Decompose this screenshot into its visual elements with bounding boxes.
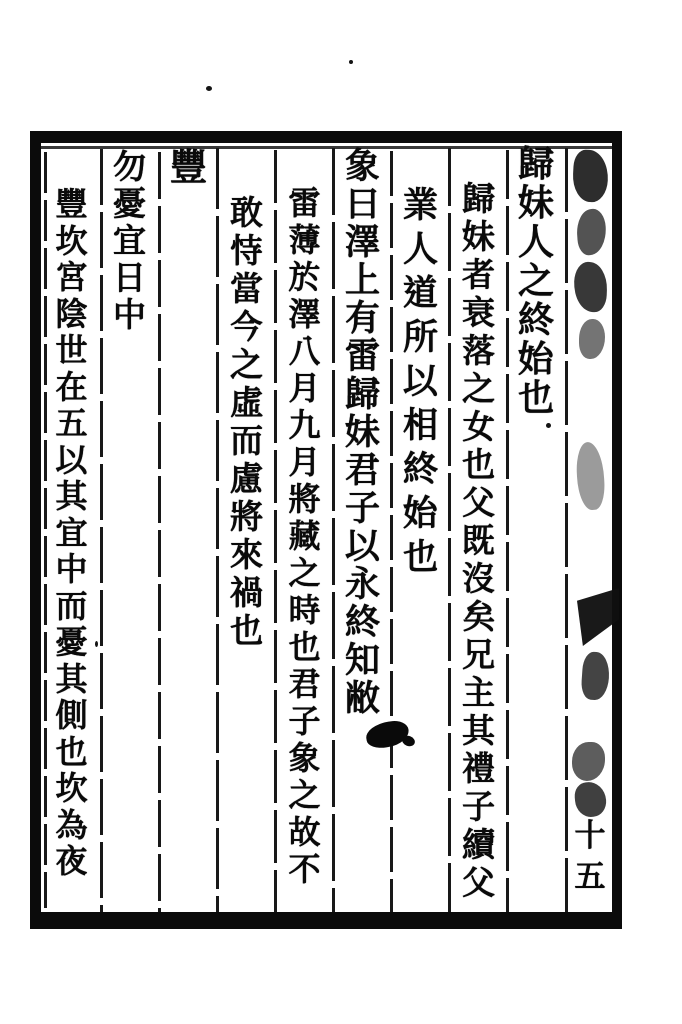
glyph: 君	[288, 664, 321, 703]
glyph: 陰	[55, 294, 88, 333]
glyph: 禍	[230, 572, 263, 612]
glyph: 八	[288, 331, 321, 370]
glyph: 始	[402, 492, 438, 534]
text-column-commentary-3	[277, 184, 332, 887]
page-border-bottom	[30, 912, 622, 929]
glyph: 妹	[344, 411, 380, 453]
glyph: 既	[462, 520, 495, 560]
ink-smudge-volume	[572, 742, 605, 781]
page-border-right	[612, 131, 622, 929]
glyph: 坎	[55, 221, 88, 260]
glyph: 澤	[344, 221, 380, 263]
glyph: 九	[288, 405, 321, 444]
glyph: 妹	[517, 181, 554, 224]
scan-speck	[546, 423, 551, 428]
glyph: 續	[462, 824, 495, 864]
glyph: 宜	[55, 513, 88, 552]
margin-page-number	[569, 816, 611, 898]
glyph: 其	[462, 710, 495, 750]
glyph: 宜	[113, 221, 146, 260]
glyph: 象	[344, 145, 380, 187]
glyph: 宮	[55, 258, 88, 297]
glyph: 其	[55, 477, 88, 516]
glyph: 藏	[288, 516, 321, 555]
glyph: 五	[574, 859, 606, 895]
glyph: 人	[517, 220, 554, 263]
ink-smear-blob-tail	[401, 734, 417, 748]
glyph: 不	[288, 849, 321, 888]
glyph: 曰	[344, 183, 380, 225]
ink-smudge-title	[573, 261, 608, 312]
ink-smudge-volume	[574, 781, 608, 819]
glyph: 為	[55, 805, 88, 844]
glyph: 今	[230, 306, 263, 346]
glyph: 而	[55, 586, 88, 625]
glyph: 子	[344, 487, 380, 529]
glyph: 恃	[230, 230, 263, 270]
glyph: 沒	[462, 558, 495, 598]
glyph: 在	[55, 367, 88, 406]
scan-speck	[95, 641, 98, 647]
glyph: 勿	[113, 147, 146, 186]
glyph: 主	[462, 672, 495, 712]
glyph: 業	[402, 184, 438, 226]
text-column-xiang	[335, 147, 390, 717]
glyph: 於	[288, 257, 321, 296]
glyph: 月	[288, 442, 321, 481]
glyph: 其	[55, 659, 88, 698]
glyph: 薄	[288, 220, 321, 259]
scan-speck	[206, 86, 212, 91]
glyph: 以	[402, 360, 438, 402]
glyph: 妹	[462, 216, 495, 256]
glyph: 象	[288, 738, 321, 777]
glyph: 澤	[288, 294, 321, 333]
ink-smudge-title	[572, 149, 610, 203]
ink-smudge-title	[575, 208, 607, 256]
glyph: 中	[55, 550, 88, 589]
glyph: 所	[402, 316, 438, 358]
glyph: 敢	[230, 192, 263, 232]
glyph: 也	[517, 376, 554, 419]
glyph: 故	[288, 812, 321, 851]
glyph: 也	[230, 610, 263, 650]
glyph: 雷	[344, 335, 380, 377]
glyph: 將	[230, 496, 263, 536]
glyph: 日	[113, 258, 146, 297]
glyph: 以	[344, 525, 380, 567]
glyph: 終	[402, 448, 438, 490]
glyph: 者	[462, 254, 495, 294]
glyph: 時	[288, 590, 321, 629]
page-border-top	[30, 131, 622, 143]
ink-smudge-title	[579, 319, 605, 359]
glyph: 將	[288, 479, 321, 518]
glyph: 敝	[344, 677, 380, 719]
glyph: 子	[462, 786, 495, 826]
glyph: 中	[113, 295, 146, 334]
glyph: 永	[344, 563, 380, 605]
glyph: 也	[402, 536, 438, 578]
glyph: 女	[462, 406, 495, 446]
glyph: 之	[230, 344, 263, 384]
glyph: 之	[288, 775, 321, 814]
glyph: 禮	[462, 748, 495, 788]
glyph: 以	[55, 440, 88, 479]
text-column-commentary-5	[45, 186, 98, 880]
glyph: 雷	[288, 183, 321, 222]
glyph: 慮	[230, 458, 263, 498]
glyph: 君	[344, 449, 380, 491]
glyph: 側	[55, 696, 88, 735]
glyph: 來	[230, 534, 263, 574]
glyph: 月	[288, 368, 321, 407]
glyph: 也	[55, 732, 88, 771]
glyph: 而	[230, 420, 263, 460]
glyph: 之	[288, 553, 321, 592]
glyph: 終	[344, 601, 380, 643]
glyph: 上	[344, 259, 380, 301]
glyph: 也	[288, 627, 321, 666]
glyph: 子	[288, 701, 321, 740]
scan-speck	[349, 60, 353, 64]
text-column-guaci	[103, 148, 156, 333]
glyph: 十	[574, 818, 606, 854]
text-column-commentary-1	[451, 179, 506, 901]
glyph: 知	[344, 639, 380, 681]
column-rule	[158, 152, 161, 912]
glyph: 之	[517, 259, 554, 302]
ink-smudge-faint	[575, 441, 606, 510]
glyph: 人	[402, 228, 438, 270]
page-border-left	[30, 131, 41, 929]
glyph: 落	[462, 330, 495, 370]
glyph: 終	[517, 298, 554, 341]
text-column-commentary-2	[393, 183, 448, 579]
glyph: 憂	[55, 623, 88, 662]
glyph: 父	[462, 482, 495, 522]
ink-smudge-glyph	[580, 651, 610, 701]
glyph: 夜	[55, 842, 88, 881]
glyph: 豐	[170, 144, 207, 189]
glyph: 憂	[113, 184, 146, 223]
glyph: 相	[402, 404, 438, 446]
text-column-tuan-tail	[507, 144, 565, 417]
glyph: 歸	[517, 142, 554, 185]
glyph: 歸	[462, 178, 495, 218]
text-column-hexagram-name-feng	[161, 146, 216, 188]
glyph: 父	[462, 862, 495, 902]
glyph: 當	[230, 268, 263, 308]
glyph: 有	[344, 297, 380, 339]
glyph: 豐	[55, 185, 88, 224]
glyph: 兄	[462, 634, 495, 674]
glyph: 矣	[462, 596, 495, 636]
glyph: 始	[517, 337, 554, 380]
ink-smear-blob	[364, 719, 410, 750]
glyph: 衰	[462, 292, 495, 332]
glyph: 歸	[344, 373, 380, 415]
glyph: 也	[462, 444, 495, 484]
glyph: 虛	[230, 382, 263, 422]
text-column-commentary-4	[219, 193, 274, 649]
column-rule	[565, 148, 568, 912]
glyph: 之	[462, 368, 495, 408]
glyph: 坎	[55, 769, 88, 808]
glyph: 五	[55, 404, 88, 443]
glyph: 道	[402, 272, 438, 314]
glyph: 世	[55, 331, 88, 370]
